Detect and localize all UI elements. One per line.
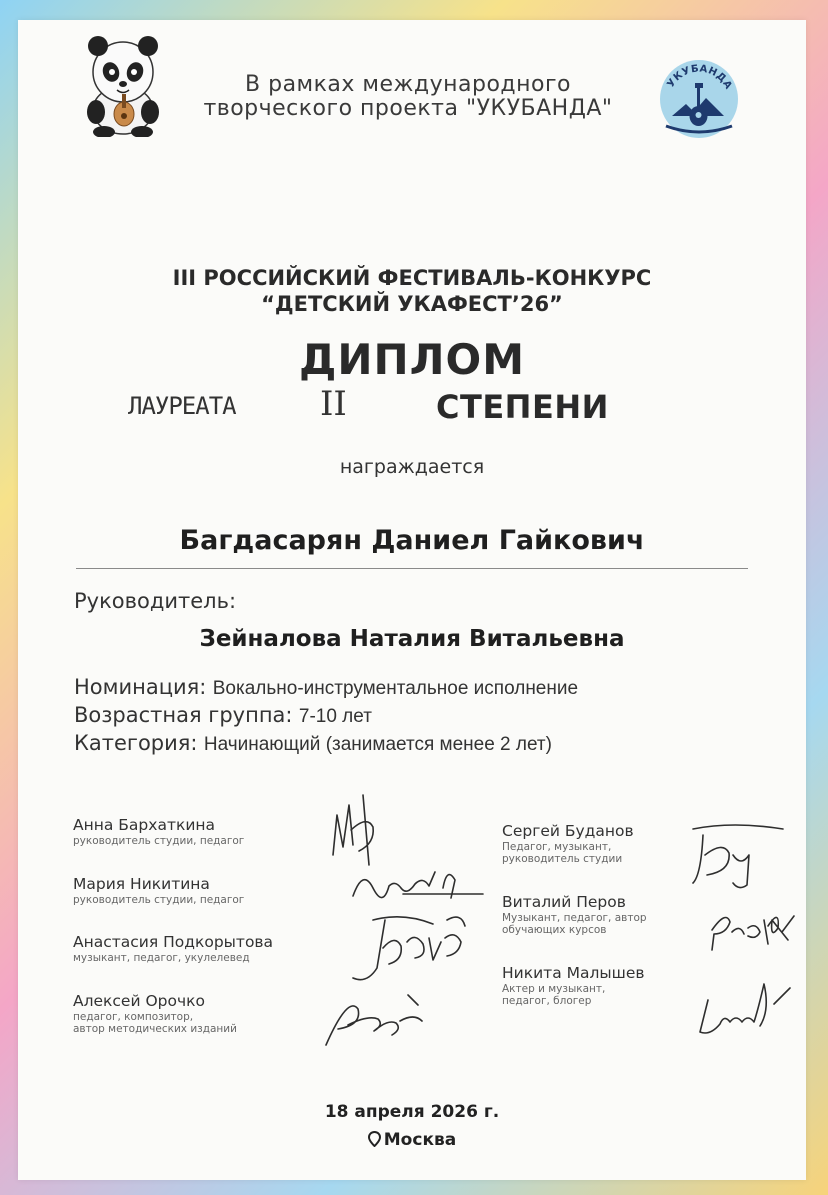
age-group-row — [74, 703, 372, 728]
category-row — [74, 731, 552, 756]
diploma-sheet — [18, 20, 806, 1180]
signature-malyshev — [686, 970, 796, 1040]
project-line-2: творческого проекта "УКУБАНДА" — [203, 96, 613, 121]
signature-perov — [706, 900, 801, 960]
jury-role: педагог, композитор, — [73, 1011, 194, 1023]
jury-role: руководитель студии — [502, 853, 623, 865]
festival-title-line-1: III РОССИЙСКИЙ ФЕСТИВАЛЬ-КОНКУРС — [172, 266, 652, 290]
age-group-value: 7-10 лет — [298, 706, 372, 727]
award-date: 18 апреля 2026 г. — [324, 1102, 500, 1122]
award-city — [18, 1130, 806, 1150]
signature-orochko — [318, 985, 438, 1055]
nomination-row — [74, 675, 578, 700]
jury-role: обучающих курсов — [502, 924, 607, 936]
signature-nikitina — [343, 858, 493, 908]
recipient-name: Багдасарян Даниел Гайкович — [179, 525, 645, 556]
recipient-underline — [76, 568, 748, 569]
handwritten-degree: ЛАУРЕАТА — [128, 392, 236, 420]
jury-name: Сергей Буданов — [502, 822, 634, 840]
leader-label: Руководитель: — [74, 589, 237, 613]
signature-podkorytova — [343, 908, 483, 988]
nomination-value: Вокально-инструментальное исполнение — [212, 678, 579, 699]
jury-role: Актер и музыкант, — [502, 983, 606, 995]
jury-role: Музыкант, педагог, автор — [502, 912, 647, 924]
logo-text: УКУБАНДА — [665, 63, 734, 92]
jury-name: Мария Никитина — [73, 875, 210, 893]
jury-role: педагог, блогер — [502, 995, 592, 1007]
jury-name: Анастасия Подкорытова — [73, 933, 274, 951]
location-pin-icon — [368, 1131, 381, 1147]
diploma-title: ДИПЛОМ — [298, 335, 526, 384]
age-group-key: Возрастная группа: — [74, 703, 293, 727]
signature-budanov — [673, 815, 803, 895]
jury-role: руководитель студии, педагог — [73, 835, 245, 847]
city-name: Москва — [383, 1130, 457, 1150]
jury-name: Алексей Орочко — [73, 992, 205, 1010]
jury-role: Педагог, музыкант, — [502, 841, 612, 853]
panda-mascot-icon — [76, 32, 171, 137]
jury-role: автор методических изданий — [73, 1023, 237, 1035]
festival-title-line-2: “ДЕТСКИЙ УКАФЕСТ’26” — [261, 292, 563, 316]
degree-word: СТЕПЕНИ — [436, 388, 609, 426]
jury-role: музыкант, педагог, укулелевед — [73, 952, 250, 964]
nomination-key: Номинация: — [74, 675, 207, 699]
project-line-1: В рамках международного — [245, 72, 571, 97]
jury-role: руководитель студии, педагог — [73, 894, 245, 906]
leader-name: Зейналова Наталия Витальевна — [199, 626, 625, 652]
awarded-label: награждается — [339, 456, 485, 478]
jury-name: Никита Малышев — [502, 964, 645, 982]
degree-roman-numeral: II — [320, 384, 347, 424]
jury-name: Виталий Перов — [502, 893, 626, 911]
ukubanda-logo-icon — [658, 58, 740, 140]
category-value: Начинающий (занимается менее 2 лет) — [203, 734, 552, 755]
jury-name: Анна Бархаткина — [73, 816, 216, 834]
category-key: Категория: — [74, 731, 198, 755]
